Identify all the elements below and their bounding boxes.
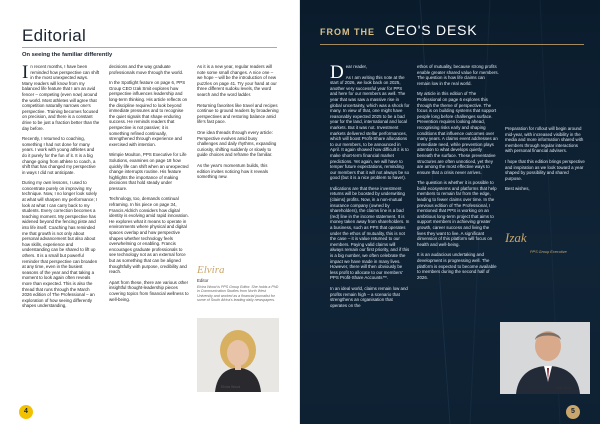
paragraph: It is an audacious undertaking and development is progressing well. The platform is expected to become available to members during the second half of 2026. [417,252,497,280]
ceo-column-3 [505,126,585,226]
portrait-illustration [197,318,279,392]
heading-from-the: FROM THE [320,27,375,37]
paragraph: decisions and the way graduate professionals move through the world. [109,64,184,75]
editor-signature: Elvira [197,264,225,276]
heading-rule [320,44,584,45]
editor-label: Editor [197,278,209,283]
paragraph: I hope that this edition brings perspective and inspiration as we look toward a year shaped by possibility and shared purpose. [505,158,585,181]
paragraph: ethos of mutuality, because strong profits enable greater shared value for members. The question is how life claims can remain low in the real world. [417,64,499,86]
paragraph: Technology, too, demands continual reframing. In his piece on page 34, Francis Aldrich considers how digital identity is evolving amid rapid innovation. He explores what it means to operate in environments where physical and digital spaces overlap and how perspective shapes whether technology feels overwhelming or enabling. Francis encourages graduate professionals to see technology not as an external force but as something that can be aligned thoughtfully with purpose, credibility and reach. [109,196,189,275]
paragraph: Apart from these, there are various other insightful thought-leadership pieces covering topics from financial wellness to well-being. [109,279,189,302]
paragraph: In an ideal world, claims remain low and profits remain high – a scenario that strengthens an organisation that operates on the [330,285,408,308]
editorial-subtitle: On seeing the familiar differently [22,52,113,58]
paragraph: In the Spotlight feature on page 6, PPS Group CEO Izak Smit explores how perspective influences leadership and long-term thinking. His article reflects on the discipline required to look beyond immediate pressures and to recognise the quiet signals that shape enduring success. He reminds readers that perspective is not passive; it is something refined continually, strengthened through experience and exercised with intention. [109,80,188,147]
ceo-column-1 [330,64,410,414]
ceo-desk-page [300,0,600,424]
page-number: 4 [19,405,33,419]
editorial-column-3 [197,64,279,266]
ceo-column-2 [417,64,499,414]
paragraph: Returning favorites like travel and recipes continue to ground readers by broadening perspectives and restoring balance amid life's fast pace. [197,102,279,125]
paragraph: As it is a new year, regular readers will note some small changes. A nice one – we hope – will be the introduction of new puzzles on page 41. Try your hand at our three different sudoku levels, the word search and the word ladder. [197,64,277,97]
paragraph: During my own lessons, I used to concentrate purely on improving my technique. Now, I no longer look solely at what will sharpen my performance; I look at what I can carry back to my students. Every correction becomes a teaching moment. My perspective has widened beyond the fencing piste and into life itself. Coaching has reminded me that growth is not only about personal advancement but also about how skills, experience and understanding can be shared to lift up others. It is a small but powerful reminder that perspective can broaden at any time, even in the busiest seasons of the year and that taking a moment to look again often reveals more than expected. This is also the thread that runs through the March 2026 edition of The Professional – an exploration of how seeing differently shapes understanding, [22,180,98,309]
paragraph: The question is whether it is possible to build ecosystems and platforms that help members to remain far from the edge, leading to fewer claims over time. In the previous edition of The Professional, I mentioned that PPS is working on an ambitious long-term project that aims to support members in achieving greater growth, career success and living the lives they want to live. A significant dimension of this platform will focus on health and well-being. [417,180,497,247]
paragraph: In recent months, I have been reminded how perspective can shift in the most unexpected ways. Many readers will know from my balanced life feature that I am an avid fencer – competing (even now) around the world. Most athletes will agree that competition naturally narrows one's perspective. Training becomes focused on precision, and there is a constant drive to be just a fraction better than the day before. [22,64,100,131]
spine-shadow [299,0,301,424]
ceo-signature: Izak [505,230,527,245]
paragraph: Recently, I returned to coaching, something I had not done for many years. I work with young athletes and do it purely for the fun of it. It is a big change going from athlete to coach, a shift that has changed my perspective in ways I did not anticipate. [22,136,96,175]
editorial-title: Editorial [22,26,87,45]
page-number: 5 [566,405,580,419]
paragraph: One idea threads through every article: Perspective evolves amid busy challenges and daily rhythms, expanding curiosity, shifting suddenly or slowly to guide choices and reframe the familiar. [197,129,277,158]
paragraph: As I am writing this note at the start of 2026, we look back on 2025, another very successful year for PPS and here for our members as well. The year that was saw a massive rise in global uncertainty, which was a shock for many. In view of that, one might have reasonably expected 2025 to be a bad year for the land, international and local markets. But it was not. Investment markets delivered stellar performances, which will boost Profit-Share allocations to our members, to be announced in April. It again showed how difficult it is to make short-term financial market predictions. Yet again, we will have to temper future expectations, reminding our members that it will not always be so good (but it is a nice problem to have!). [330,74,410,181]
editor-photo [197,318,279,392]
paragraph: Dear reader, [330,64,367,83]
paragraph: Wimpie Moulton, PPS Executive for Life Solutions, examines on page 18 how quickly life can shift when an unexpected change interrupts routine. His feature highlights the importance of making decisions that hold steady under pressure. [109,152,189,191]
title-rule [22,47,277,48]
editorial-column-2 [109,64,189,414]
photo-caption: Elvira Wood [221,385,241,389]
drop-cap: I [22,64,29,83]
ceo-photo [500,322,590,394]
portrait-illustration [500,322,590,394]
paragraph: My article in this edition of The Professional on page 6 explores this through the theme of perspective. The focus is on building systems that support people long before challenges surface. Prevention requires looking ahead, recognising risks early and shaping conditions that influence outcomes over many years. A claims event addresses an immediate need, while prevention plays attention to what develops quietly beneath the surface. These preventative structures are often unnoticed, yet they are among the most effective ways to ensure that a crisis never arrives. [417,91,498,175]
heading-ceos-desk: CEO'S DESK [385,22,478,38]
paragraph: As the year's momentum builds, this edition invites noticing how it reveals something new. [197,162,269,180]
paragraph: Best wishes, [505,186,530,192]
photo-caption: Izak Smit [556,386,571,390]
drop-cap: D [330,64,344,83]
ceo-title: PPS Group Executive [530,250,567,254]
editorial-column-1 [22,64,100,414]
editor-bio: Elvira Wood is PPS Group Editor. She holds a PhD in Communication Studies from North West University and worked as a financial journalist for some of South Africa's leading daily newspapers. [197,285,279,303]
paragraph: Indications are that these investment returns will be boosted by underwriting (claims) profits. Now, in a non-mutual insurance company (owned by shareholders), the claims line is a bad (red) line in the income statement. It is money taken away from shareholders. In a business, such as PPS that operates under the ethos of mutuality, this is not the case – it is value returned to our members. Paying valid claims will always remain our first priority, and if this is a big number, we often celebrate the impact we have made in many lives. However, there will then obviously be less profit to allocate to our members' PPS Profit-Share Accounts™. [330,185,410,281]
paragraph: Preparation for rollout will begin around mid-year, with increased visibility in the media and more information shared with members through regular interactions with personal financial advisers. [505,126,584,154]
